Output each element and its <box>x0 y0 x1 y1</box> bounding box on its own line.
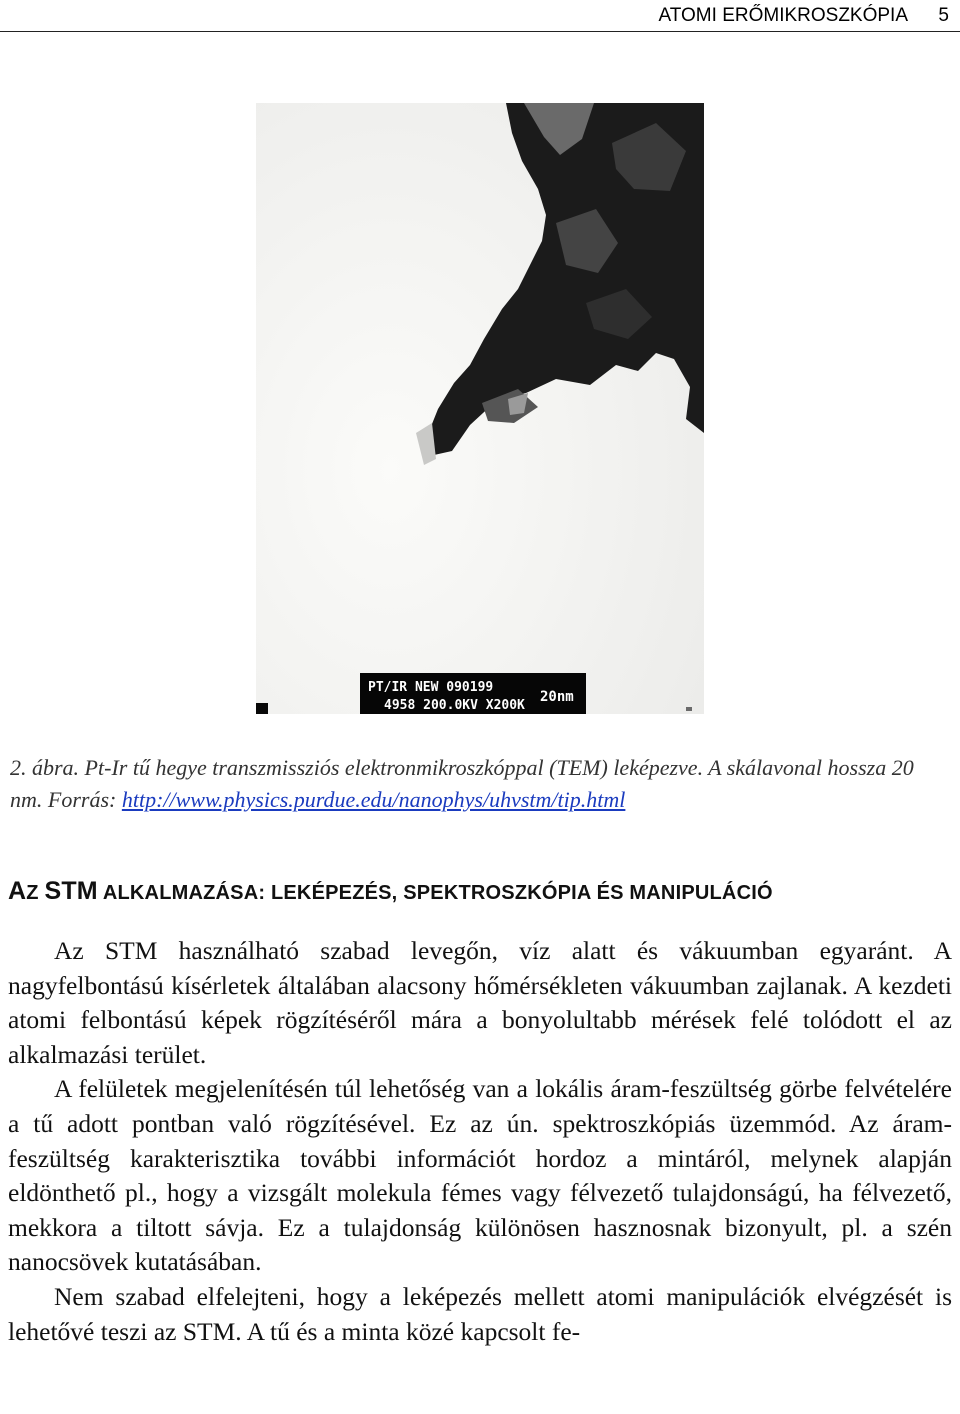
heading-stm: STM <box>44 877 98 905</box>
paragraph: A felületek megjelenítésén túl lehetőség van a lokális áram-feszültség görbe felvételére a tű adott pontban való rögzítésével. Ez az ún. spektroszkópiás üzemmód. Az áram-feszültség karakterisztika további információt hordoz a mintáról, melynek alapján eldönthető pl., hogy a vizsgált molekula fémes vagy félvezető tulajdonságú, ha félvezető, mekkora a tiltott sávja. Ez a tulajdonság különösen hasznosnak bizonyult, pl. a szén nanocsövek kutatásában. <box>8 1074 952 1277</box>
running-header <box>0 0 960 32</box>
scale-bar-label: 20nm <box>540 689 574 705</box>
paragraph: Az STM használható szabad levegőn, víz alatt és vákuumban egyaránt. A nagyfelbontású kísérletek általában alacsony hőmérsékleten vákuumban zajlanak. A kezdeti atomi felbontású képek rögzítéséről mára a bonyolultabb mérések felé tolódott el az alkalmazási terület. <box>8 936 952 1069</box>
section-heading <box>8 877 952 906</box>
heading-initial-a: A <box>8 877 27 905</box>
tem-image <box>256 103 704 714</box>
image-label-line2: 4958 200.0KV X200K <box>384 698 525 713</box>
body-text <box>8 934 952 1349</box>
caption-text: 2. ábra. Pt-Ir tű hegye transzmissziós elektronmikroszkóppal (TEM) leképezve. A skálavonal hossza 20 nm. Forrás: <box>10 755 914 812</box>
caption-source-link[interactable]: http://www.physics.purdue.edu/nanophys/uhvstm/tip.html <box>121 787 626 812</box>
heading-rest: ALKALMAZÁSA: LEKÉPEZÉS, SPEKTROSZKÓPIA ÉS MANIPULÁCIÓ <box>97 882 773 904</box>
image-label-line1: PT/IR NEW 090199 <box>368 680 494 695</box>
page-number: 5 <box>938 5 949 26</box>
heading-small-z: Z <box>26 882 45 904</box>
figure-caption <box>10 752 950 816</box>
paragraph: Nem szabad elfelejteni, hogy a leképezés mellett atomi manipulációk elvégzését is lehetővé teszi az STM. A tű és a minta közé kapcsolt fe- <box>8 1281 952 1346</box>
running-header-title: ATOMI ERŐMIKROSZKÓPIA <box>658 5 908 26</box>
